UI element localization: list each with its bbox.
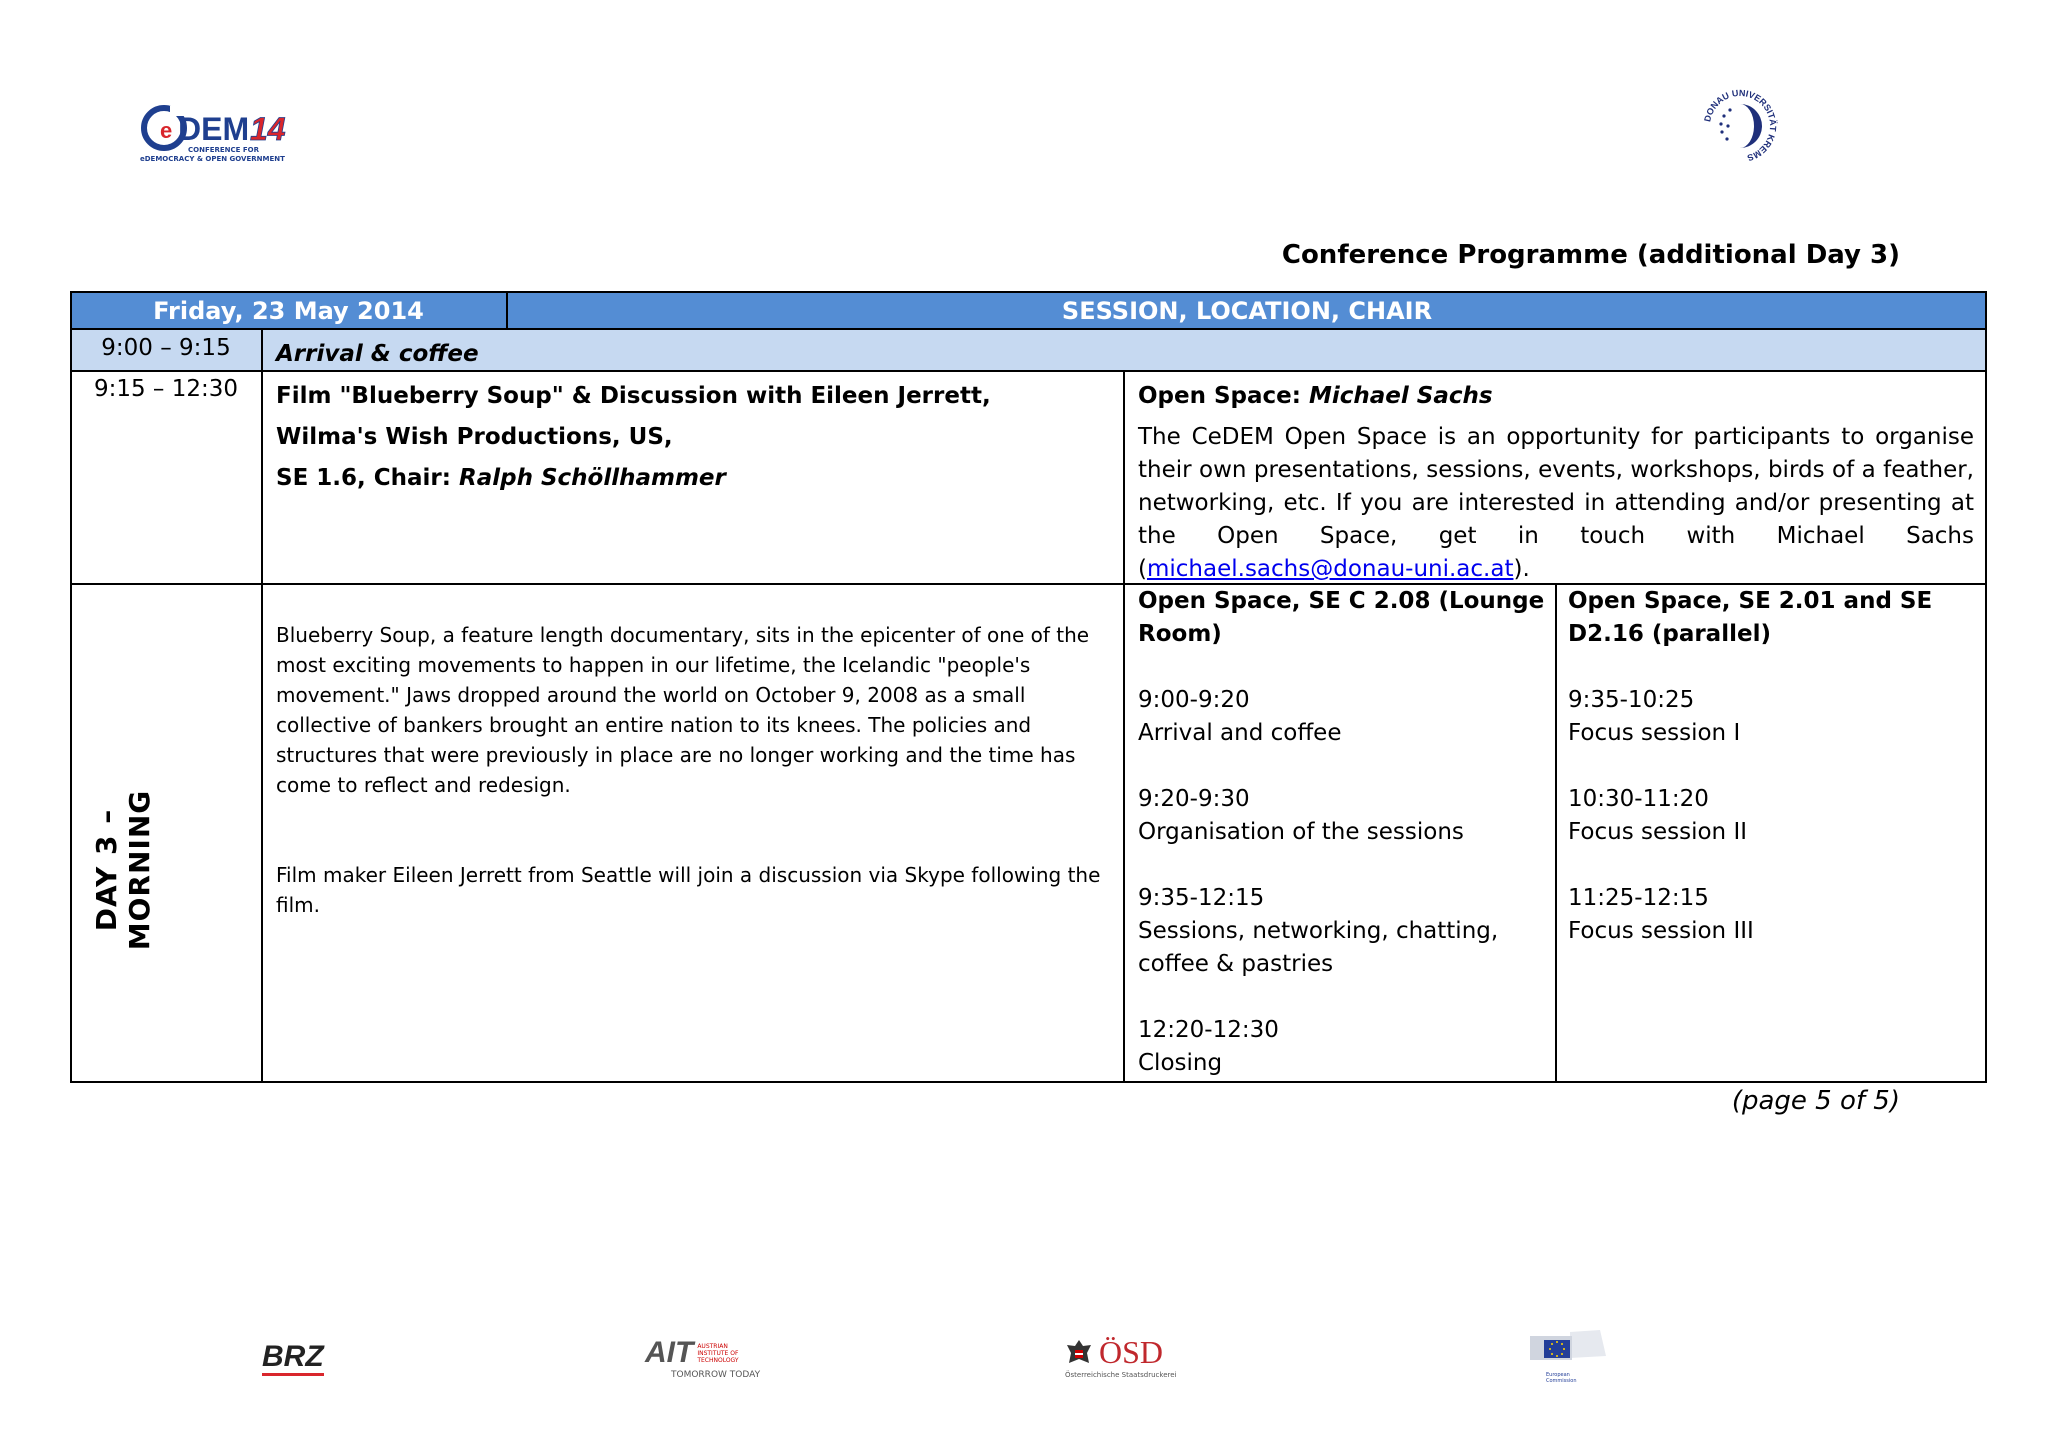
lounge-item-time: 9:35-12:15 <box>1138 885 1265 911</box>
eu-flag-building-icon <box>1530 1328 1606 1368</box>
film-title-block <box>276 380 1116 495</box>
film-location: SE 1.6, Chair: <box>276 465 459 491</box>
header-session-cell <box>507 292 1987 329</box>
cedem-logo-sub1: CONFERENCE FOR <box>188 146 260 154</box>
open-space-text: The CeDEM Open Space is an opportunity for participants to organise their own presentations, sessions, events, workshops, birds of a feather, networking, etc. If you are interested in attending and/or presenting at the Open Space, get in touch with Michael Sachs ( <box>1138 424 1974 582</box>
open-space-chair: Michael Sachs <box>1308 383 1493 409</box>
parallel-item <box>1568 783 1978 849</box>
open-space-heading <box>1138 380 1974 413</box>
brz-logo <box>262 1340 324 1374</box>
parallel-col-title: Open Space, SE 2.01 and SE D2.16 (parallel) <box>1568 588 1933 647</box>
lounge-item <box>1138 684 1548 750</box>
lounge-item-label: Organisation of the sessions <box>1138 819 1464 845</box>
film-title-line2: Wilma's Wish Productions, US, <box>276 424 673 450</box>
svg-text:14: 14 <box>250 111 286 147</box>
ait-logo-main: AIT <box>645 1336 694 1369</box>
parallel-item <box>1568 882 1978 948</box>
ait-logo-side: AUSTRIAN INSTITUTE OF TECHNOLOGY <box>697 1342 739 1364</box>
osd-logo <box>1065 1334 1176 1379</box>
parallel-item-time: 9:35-10:25 <box>1568 687 1695 713</box>
lounge-item <box>1138 882 1548 981</box>
film-title-line3 <box>276 462 1116 495</box>
header-date-cell <box>70 292 507 329</box>
ait-logo <box>645 1336 760 1380</box>
table-rule <box>70 370 1987 372</box>
table-border-bottom <box>70 1081 1987 1083</box>
open-space-email-link[interactable]: michael.sachs@donau-uni.ac.at <box>1146 556 1514 582</box>
osd-logo-sub: Österreichische Staatsdruckerei <box>1065 1371 1177 1379</box>
programme-title: Conference Programme (additional Day 3) <box>1281 240 1900 270</box>
lounge-item-label: Closing <box>1138 1050 1223 1076</box>
lounge-item-label: Sessions, networking, chatting, coffee & pastries <box>1138 918 1499 977</box>
eu-logo-text: European Commission <box>1546 1372 1577 1384</box>
open-space-block <box>1138 380 1974 586</box>
parallel-item-label: Focus session III <box>1568 918 1754 944</box>
film-description <box>276 620 1106 920</box>
film-chair: Ralph Schöllhammer <box>458 465 726 491</box>
header-session: SESSION, LOCATION, CHAIR <box>1061 296 1433 325</box>
table-rule-vertical <box>1555 583 1557 1083</box>
table-rule-vertical <box>1123 370 1125 1083</box>
row2-time: 9:15 – 12:30 <box>93 376 239 402</box>
lounge-item <box>1138 1014 1548 1080</box>
lounge-item-time: 12:20-12:30 <box>1138 1017 1279 1043</box>
parallel-item-time: 10:30-11:20 <box>1568 786 1709 812</box>
row1-time: 9:00 – 9:15 <box>101 335 231 361</box>
lounge-item-label: Arrival and coffee <box>1138 720 1342 746</box>
ait-logo-sub: TOMORROW TODAY <box>671 1370 761 1380</box>
svg-text:DEM: DEM <box>178 111 250 147</box>
table-rule-vertical <box>261 329 263 1083</box>
film-description-p2: Film maker Eileen Jerrett from Seattle will join a discussion via Skype following the film. <box>276 863 1101 917</box>
day3-morning-label: DAY 3 – MORNING <box>90 789 156 951</box>
lounge-item-time: 9:00-9:20 <box>1138 687 1250 713</box>
table-rule <box>70 328 1987 330</box>
table-border-right <box>1985 291 1987 1083</box>
table-rule <box>70 583 1987 585</box>
film-description-p1: Blueberry Soup, a feature length documentary, sits in the epicenter of one of the most exciting movements to happen in our lifetime, the Icelandic "people's movement." Jaws dropped around the world on October 9, 2008 as a small collective of bankers brought an entire nation to its knees. The policies and structures that were previously in place are no longer working and the time has come to reflect and redesign. <box>276 623 1090 797</box>
header-date: Friday, 23 May 2014 <box>153 296 424 325</box>
svg-text:DONAU UNIVERSITÄT KREMS <box>1702 88 1778 163</box>
open-space-parallel-col <box>1568 585 1978 948</box>
parallel-item <box>1568 684 1978 750</box>
donau-uni-seal-icon <box>1700 86 1780 166</box>
cedem-logo-sub2: eDEMOCRACY & OPEN GOVERNMENT <box>140 155 285 163</box>
austrian-eagle-icon <box>1065 1337 1093 1369</box>
european-commission-logo <box>1530 1328 1606 1384</box>
brz-logo-text: BRZ <box>262 1340 324 1376</box>
open-space-end: ). <box>1513 556 1530 582</box>
open-space-label: Open Space: <box>1138 383 1309 409</box>
donau-uni-logo <box>1700 86 1780 166</box>
donau-uni-seal-text: DONAU UNIVERSITÄT KREMS <box>1702 87 1779 163</box>
parallel-item-label: Focus session I <box>1568 720 1741 746</box>
row1-title: Arrival & coffee <box>276 341 479 367</box>
osd-logo-main: ÖSD <box>1099 1334 1164 1370</box>
page-number: (page 5 of 5) <box>1731 1086 1900 1116</box>
table-rule-vertical <box>506 291 508 329</box>
open-space-lounge-col <box>1138 585 1548 1080</box>
lounge-col-title: Open Space, SE C 2.08 (Lounge Room) <box>1138 588 1545 647</box>
table-border-top <box>70 291 1987 293</box>
cedem-logo-e: e <box>160 118 173 143</box>
lounge-item-time: 9:20-9:30 <box>1138 786 1250 812</box>
parallel-item-label: Focus session II <box>1568 819 1748 845</box>
film-title-line1: Film "Blueberry Soup" & Discussion with Eileen Jerrett, <box>276 383 991 409</box>
parallel-item-time: 11:25-12:15 <box>1568 885 1709 911</box>
open-space-description <box>1138 421 1974 586</box>
lounge-item <box>1138 783 1548 849</box>
table-border-left <box>70 291 72 1083</box>
